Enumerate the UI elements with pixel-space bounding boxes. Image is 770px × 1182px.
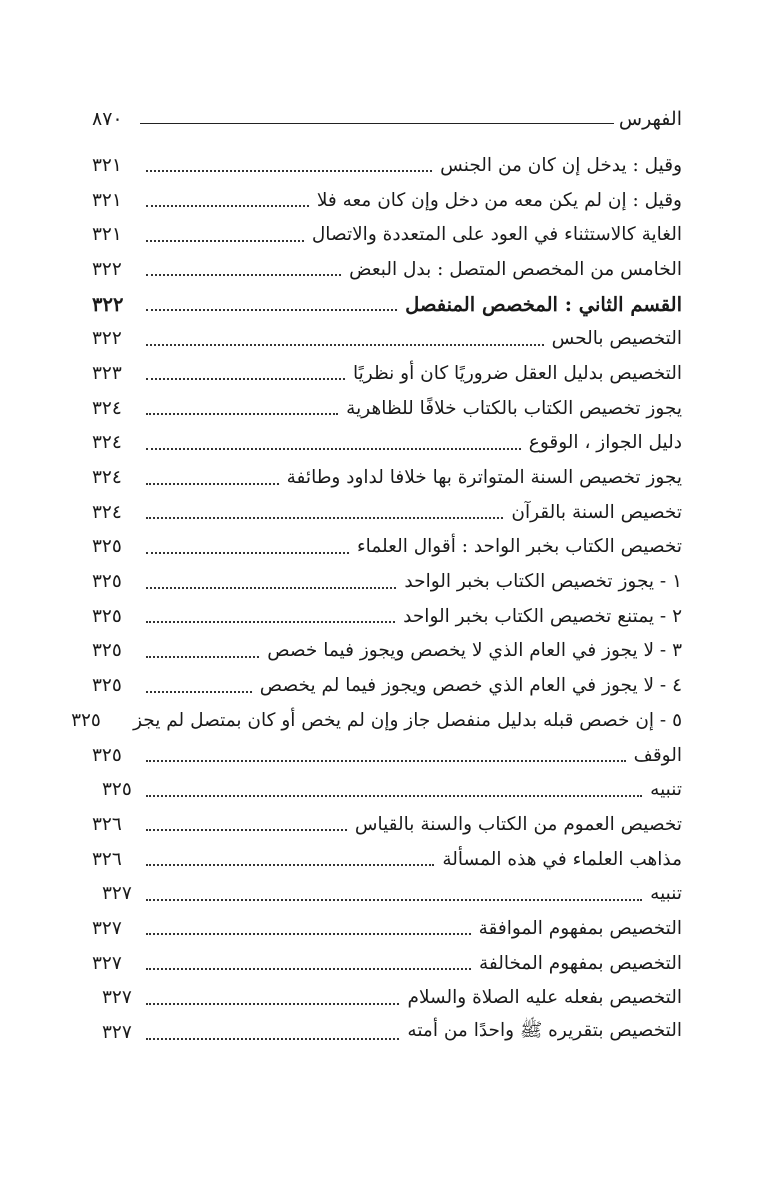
entry-title: التخصيص بالحس (551, 328, 682, 350)
index-entry (92, 183, 682, 218)
entry-title: ٢ - يمتنع تخصيص الكتاب بخبر الواحد (403, 605, 682, 627)
dot-leader (146, 413, 338, 415)
entry-title: ٤ - لا يجوز في العام الذي خصص ويجوز فيما لم يخصص (259, 675, 682, 697)
entry-title: دليل الجواز ، الوقوع (528, 432, 682, 454)
entry-page-number: ٣٢٧ (102, 987, 132, 1009)
index-entry (92, 530, 682, 565)
entry-title: يجوز تخصيص الكتاب بالكتاب خلافًا للظاهرية (346, 397, 682, 419)
index-entry (92, 738, 682, 773)
entry-page-number: ٣٢٥ (92, 675, 122, 697)
dot-leader (146, 170, 432, 172)
entry-page-number: ٣٢٤ (92, 432, 122, 454)
entry-title: ٥ - إن خصص قبله بدليل منفصل جاز وإن لم يخص أو كان بمتصل لم يجز (133, 709, 682, 731)
index-entry (92, 356, 682, 391)
entry-title: وقيل : إن لم يكن معه من دخل وإن كان معه فلا (316, 189, 682, 211)
entry-page-number: ٣٢٥ (92, 605, 122, 627)
entry-title: التخصيص بتقريره ﷺ واحدًا من أمته (407, 1019, 682, 1041)
entry-title: التخصيص بمفهوم الموافقة (478, 917, 682, 939)
entry-page-number: ٣٢٥ (92, 640, 122, 662)
dot-leader (146, 483, 279, 485)
entry-page-number: ٣٢٥ (71, 709, 101, 731)
index-entry (92, 842, 682, 877)
entry-page-number: ٣٢١ (92, 189, 122, 211)
entry-page-number: ٣٢١ (92, 224, 122, 246)
entry-title: ١ - يجوز تخصيص الكتاب بخبر الواحد (404, 571, 682, 593)
index-entry (92, 668, 682, 703)
index-page (71, 108, 682, 1050)
entry-page-number: ٣٢١ (92, 154, 122, 176)
index-entry (92, 252, 682, 287)
entry-page-number: ٣٢٥ (102, 779, 132, 801)
dot-leader (146, 760, 626, 762)
entry-title: تخصيص السنة بالقرآن (511, 501, 682, 523)
header-rule (140, 123, 614, 124)
entry-page-number: ٣٢٤ (92, 467, 122, 489)
entry-page-number: ٣٢٤ (92, 501, 122, 523)
index-entry (92, 946, 682, 981)
dot-leader (146, 656, 259, 658)
dot-leader (146, 448, 521, 450)
entry-title: وقيل : يدخل إن كان من الجنس (440, 154, 682, 176)
dot-leader (146, 621, 395, 623)
index-entry (71, 703, 682, 738)
entry-title: القسم الثاني : المخصص المنفصل (405, 292, 682, 316)
dot-leader (146, 378, 345, 380)
entry-title: الوقف (633, 744, 682, 766)
index-entry (92, 981, 682, 1016)
dot-leader (146, 1038, 399, 1040)
entry-title: التخصيص بدليل العقل ضروريًا كان أو نظريًا (352, 362, 682, 384)
entry-title: ٣ - لا يجوز في العام الذي لا يخصص ويجوز فيما خصص (267, 640, 682, 662)
dot-leader (146, 309, 397, 311)
index-entry (92, 217, 682, 252)
entry-page-number: ٣٢٣ (92, 362, 122, 384)
dot-leader (146, 829, 347, 831)
entry-page-number: ٣٢٢ (92, 292, 124, 316)
entry-page-number: ٣٢٧ (92, 917, 122, 939)
page-header (92, 108, 682, 148)
dot-leader (146, 344, 544, 346)
dot-leader (146, 899, 642, 901)
index-entry (92, 599, 682, 634)
entry-page-number: ٣٢٦ (92, 848, 122, 870)
entry-title: تخصيص العموم من الكتاب والسنة بالقياس (354, 813, 682, 835)
dot-leader (146, 517, 503, 519)
dot-leader (146, 795, 642, 797)
index-entry (92, 495, 682, 530)
entry-page-number: ٣٢٥ (92, 571, 122, 593)
index-entry (92, 807, 682, 842)
entry-page-number: ٣٢٥ (92, 744, 122, 766)
entry-title: التخصيص بمفهوم المخالفة (478, 952, 682, 974)
index-entry (92, 321, 682, 356)
dot-leader (146, 240, 304, 242)
dot-leader (146, 933, 471, 935)
entry-title: الغاية كالاستثناء في العود على المتعددة والاتصال (311, 224, 682, 246)
entry-title: يجوز تخصيص السنة المتواترة بها خلافا لداود وطائفة (286, 467, 682, 489)
index-entry (92, 911, 682, 946)
entry-page-number: ٣٢٥ (92, 536, 122, 558)
entry-page-number: ٣٢٢ (92, 328, 122, 350)
dot-leader (146, 864, 434, 866)
dot-leader (146, 1003, 399, 1005)
entry-page-number: ٣٢٧ (92, 952, 122, 974)
dot-leader (146, 587, 396, 589)
index-entry (92, 1015, 682, 1050)
entry-page-number: ٣٢٧ (102, 883, 132, 905)
page-number: ٨٧٠ (92, 108, 123, 130)
entry-title: التخصيص بفعله عليه الصلاة والسلام (407, 987, 682, 1009)
index-entry (92, 148, 682, 183)
entry-page-number: ٣٢٤ (92, 397, 122, 419)
index-entry (92, 634, 682, 669)
index-entries (71, 148, 682, 1050)
dot-leader (146, 274, 341, 276)
index-entry (92, 772, 682, 807)
entry-page-number: ٣٢٦ (92, 813, 122, 835)
entry-title: مذاهب العلماء في هذه المسألة (442, 848, 682, 870)
dot-leader (146, 205, 309, 207)
index-entry (92, 876, 682, 911)
entry-title: الخامس من المخصص المتصل : بدل البعض (349, 258, 682, 280)
index-entry (92, 564, 682, 599)
index-entry (92, 460, 682, 495)
index-entry (92, 391, 682, 426)
dot-leader (146, 968, 471, 970)
entry-page-number: ٣٢٧ (102, 1022, 132, 1044)
dot-leader (146, 691, 252, 693)
entry-page-number: ٣٢٢ (92, 258, 122, 280)
page-title: الفهرس (618, 108, 682, 130)
dot-leader (146, 552, 349, 554)
entry-title: تنبيه (650, 779, 682, 801)
entry-title: تنبيه (650, 883, 682, 905)
index-entry (92, 426, 682, 461)
index-entry (92, 287, 682, 322)
entry-title: تخصيص الكتاب بخبر الواحد : أقوال العلماء (356, 536, 682, 558)
